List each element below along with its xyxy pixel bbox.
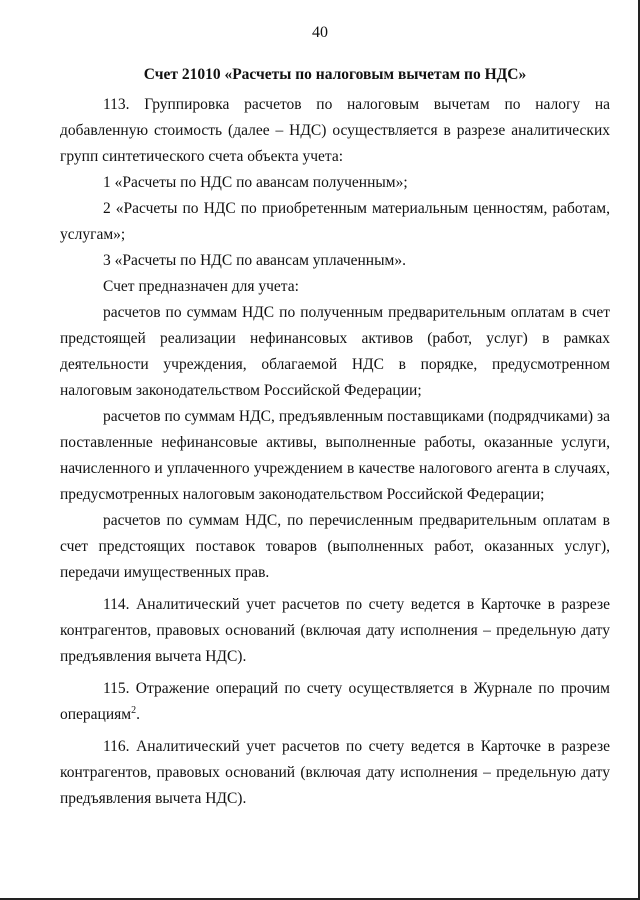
paragraph-116: 116. Аналитический учет расчетов по счету ведется в Карточке в разрезе контрагентов, правовых оснований (включая дату исполнения – предельную дату предъявления вычета НДС). [60,738,610,807]
paragraph-114: 114. Аналитический учет расчетов по счету ведется в Карточке в разрезе контрагентов, правовых оснований (включая дату исполнения – предельную дату предъявления вычета НДС). [60,596,610,665]
purpose-item-1: расчетов по суммам НДС по полученным предварительным оплатам в счет предстоящей реализации нефинансовых активов (работ, услуг) в рамках деятельности учреждения, облагаемой НДС в порядке, предусмотренном налоговым законодательством Российской Федерации; [60,304,610,399]
account-purpose-intro: Счет предназначен для учета: [103,278,299,295]
paragraph-115-text: 115. Отражение операций по счету осуществляется в Журнале по прочим операциям [60,680,610,723]
purpose-item-3: расчетов по суммам НДС, по перечисленным предварительным оплатам в счет предстоящих поставок товаров (выполненных работ, оказанных услуг), передачи имущественных прав. [60,512,610,581]
list-item-2: 2 «Расчеты по НДС по приобретенным материальным ценностям, работам, услугам»; [60,200,610,243]
document-body [60,92,610,812]
purpose-item-2: расчетов по суммам НДС, предъявленным поставщиками (подрядчиками) за поставленные нефинансовые активы, выполненные работы, оказанные услуги, начисленного и уплаченного учреждением в качестве налогового агента в случаях, предусмотренных налоговым законодательством Российской Федерации; [60,408,610,503]
paragraph-115 [60,676,610,728]
page-number: 40 [312,24,328,41]
footnote-mark: 2 [131,704,137,716]
paragraph-113: 113. Группировка расчетов по налоговым вычетам по налогу на добавленную стоимость (далее – НДС) осуществляется в разрезе аналитических групп синтетического счета объекта учета: [60,96,610,165]
list-item-3: 3 «Расчеты по НДС по авансам уплаченным». [103,252,406,269]
section-title: Счет 21010 «Расчеты по налоговым вычетам по НДС» [143,66,527,83]
paragraph-115-end: . [136,706,140,723]
list-item-1: 1 «Расчеты по НДС по авансам полученным»; [103,174,408,191]
